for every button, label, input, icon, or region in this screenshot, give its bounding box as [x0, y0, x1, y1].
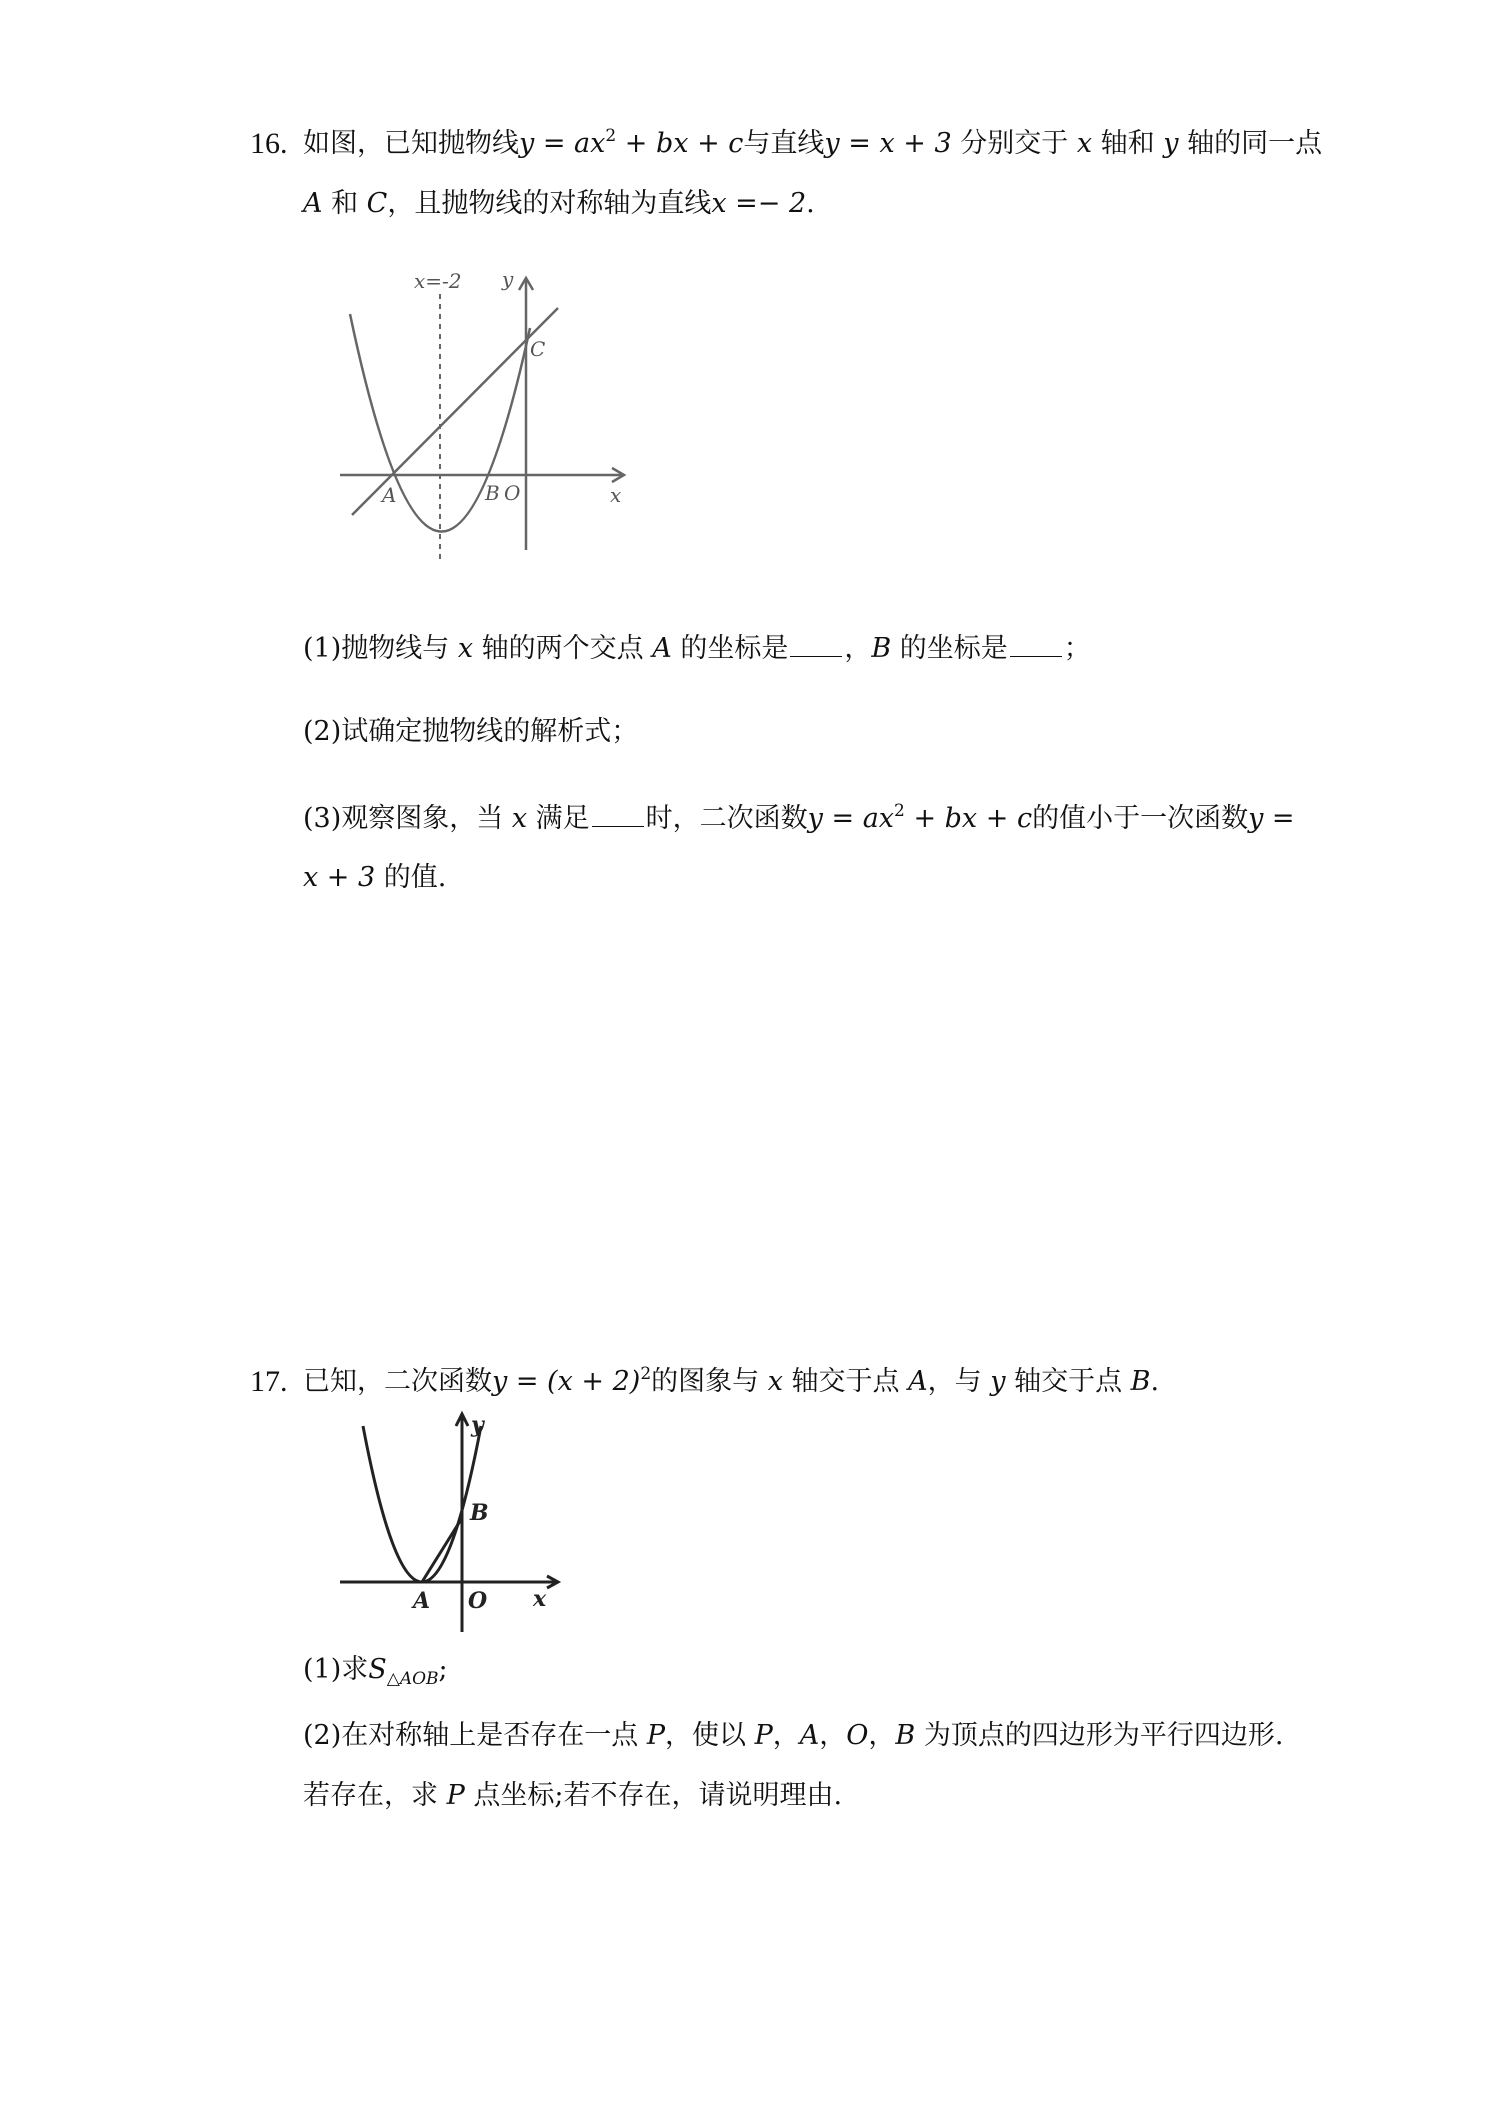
label-a: A	[382, 483, 397, 507]
question-16-figure	[330, 262, 660, 562]
label-a: A	[413, 1588, 431, 1614]
answer-blank[interactable]	[790, 632, 842, 657]
label-symmetry-axis: x=-2	[414, 269, 462, 293]
question-16-part-1: (1)抛物线与 x 轴的两个交点 A 的坐标是 ，B 的坐标是 ；	[303, 633, 1091, 664]
question-16-line-1: 如图，已知抛物线$y = ax^2$ + bx + c与直线y = x + 3 分别交于 x 轴和 y 轴的同一点	[303, 126, 1323, 159]
question-number: 17.	[250, 1365, 288, 1398]
question-number: 16.	[250, 127, 288, 160]
answer-blank[interactable]	[1010, 632, 1062, 657]
label-o: O	[468, 1588, 488, 1614]
question-17-figure	[335, 1410, 565, 1640]
label-y: y	[502, 267, 514, 291]
question-17-part-3: 若存在，求 P 点坐标;若不存在，请说明理由.	[303, 1780, 843, 1811]
label-b: B	[485, 481, 500, 505]
question-16-line-2: A 和 C，且抛物线的对称轴为直线x =− 2.	[303, 188, 815, 219]
label-o: O	[504, 481, 521, 505]
label-c: C	[530, 337, 546, 361]
question-16-part-3-cont: x + 3 的值.	[303, 862, 447, 893]
question-17-part-2: (2)在对称轴上是否存在一点 P，使以 P，A，O，B 为顶点的四边形为平行四边形.	[303, 1720, 1284, 1751]
question-17-part-1: (1)求$S_{\triangle AOB}$;	[303, 1654, 448, 1689]
label-y: y	[471, 1412, 484, 1438]
label-x: x	[533, 1586, 547, 1612]
question-17-line-1: 已知，二次函数$y = (x + 2)^2$的图象与 x 轴交于点 A，与 y 轴交于点 B.	[303, 1364, 1160, 1397]
segment-ab	[422, 1518, 462, 1582]
label-b: B	[470, 1500, 489, 1526]
label-x: x	[610, 483, 622, 507]
question-16-part-3: (3)观察图象，当 x 满足 时，二次函数$y = ax^2$ + bx + c的值小于一次函数y =	[303, 801, 1295, 834]
question-16-part-2: (2)试确定抛物线的解析式；	[303, 716, 639, 747]
answer-blank[interactable]	[592, 802, 644, 827]
